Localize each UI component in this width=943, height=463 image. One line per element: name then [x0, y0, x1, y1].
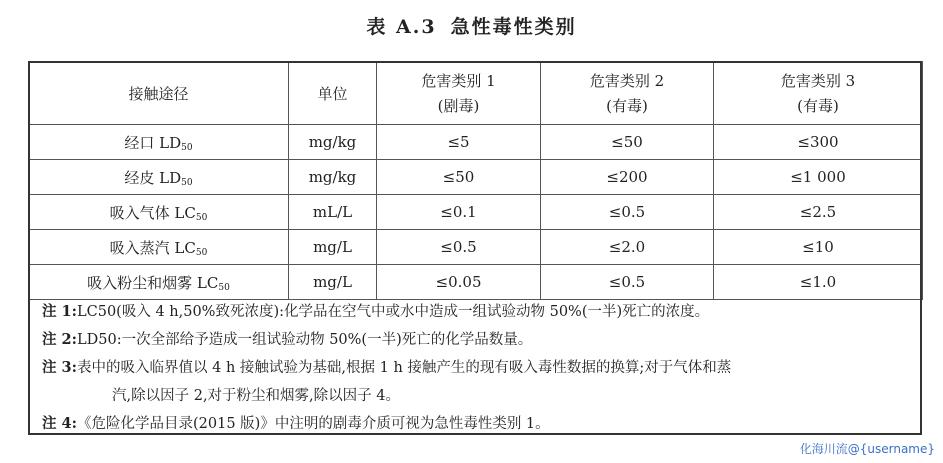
- route-cell: 吸入蒸汽 $LC_{50}$: [29, 230, 289, 265]
- cat1-cell: ≤5: [377, 125, 541, 160]
- cat2-cell: ≤200: [541, 160, 714, 195]
- header-unit: 单位: [289, 62, 377, 125]
- route-cell: 经口 $LD_{50}$: [29, 125, 289, 160]
- cat3-cell: ≤10: [714, 230, 923, 265]
- table-number: 表 A.3: [366, 16, 437, 38]
- unit-cell: mg/kg: [289, 125, 377, 160]
- cat2-cell: ≤0.5: [541, 195, 714, 230]
- route-cell: 经皮 $LD_{50}$: [29, 160, 289, 195]
- route-cell: 吸入气体 $LC_{50}$: [29, 195, 289, 230]
- cat2-cell: ≤50: [541, 125, 714, 160]
- watermark: 化海川流@{username}: [799, 442, 935, 456]
- header-cat2: 危害类别 2 (有毒): [541, 62, 714, 125]
- unit-cell: mg/L: [289, 265, 377, 300]
- header-route: 接触途径: [29, 62, 289, 125]
- cat3-cell: ≤1 000: [714, 160, 923, 195]
- note-1: 注 1:LC50(吸入 4 h,50%致死浓度):化学品在空气中或水中造成一组试验动物 50%(一半)死亡的浓度。: [42, 303, 710, 320]
- note-2: 注 2:LD50:一次全部给予造成一组试验动物 50%(一半)死亡的化学品数量。: [42, 331, 533, 348]
- cat2-cell: ≤2.0: [541, 230, 714, 265]
- cat3-cell: ≤1.0: [714, 265, 923, 300]
- cat2-cell: ≤0.5: [541, 265, 714, 300]
- table-title: [0, 12, 943, 39]
- note-4: 注 4:《危险化学品目录(2015 版)》中注明的剧毒介质可视为急性毒性类别 1。: [42, 415, 550, 432]
- cat3-cell: ≤300: [714, 125, 923, 160]
- route-cell: 吸入粉尘和烟雾 $LC_{50}$: [29, 265, 289, 300]
- unit-cell: mg/kg: [289, 160, 377, 195]
- cat1-cell: ≤0.1: [377, 195, 541, 230]
- header-cat3: 危害类别 3 (有毒): [714, 62, 923, 125]
- cat1-cell: ≤0.5: [377, 230, 541, 265]
- cat1-cell: ≤0.05: [377, 265, 541, 300]
- table-frame: [28, 61, 922, 435]
- unit-cell: mL/L: [289, 195, 377, 230]
- note-3-continued: 汽,除以因子 2,对于粉尘和烟雾,除以因子 4。: [112, 388, 400, 404]
- cat1-cell: ≤50: [377, 160, 541, 195]
- unit-cell: mg/L: [289, 230, 377, 265]
- note-3: 注 3:表中的吸入临界值以 4 h 接触试验为基础,根据 1 h 接触产生的现有吸入毒性数据的换算;对于气体和蒸: [42, 359, 732, 376]
- header-cat1: 危害类别 1 (剧毒): [377, 62, 541, 125]
- cat3-cell: ≤2.5: [714, 195, 923, 230]
- table-caption: 急性毒性类别: [450, 16, 577, 38]
